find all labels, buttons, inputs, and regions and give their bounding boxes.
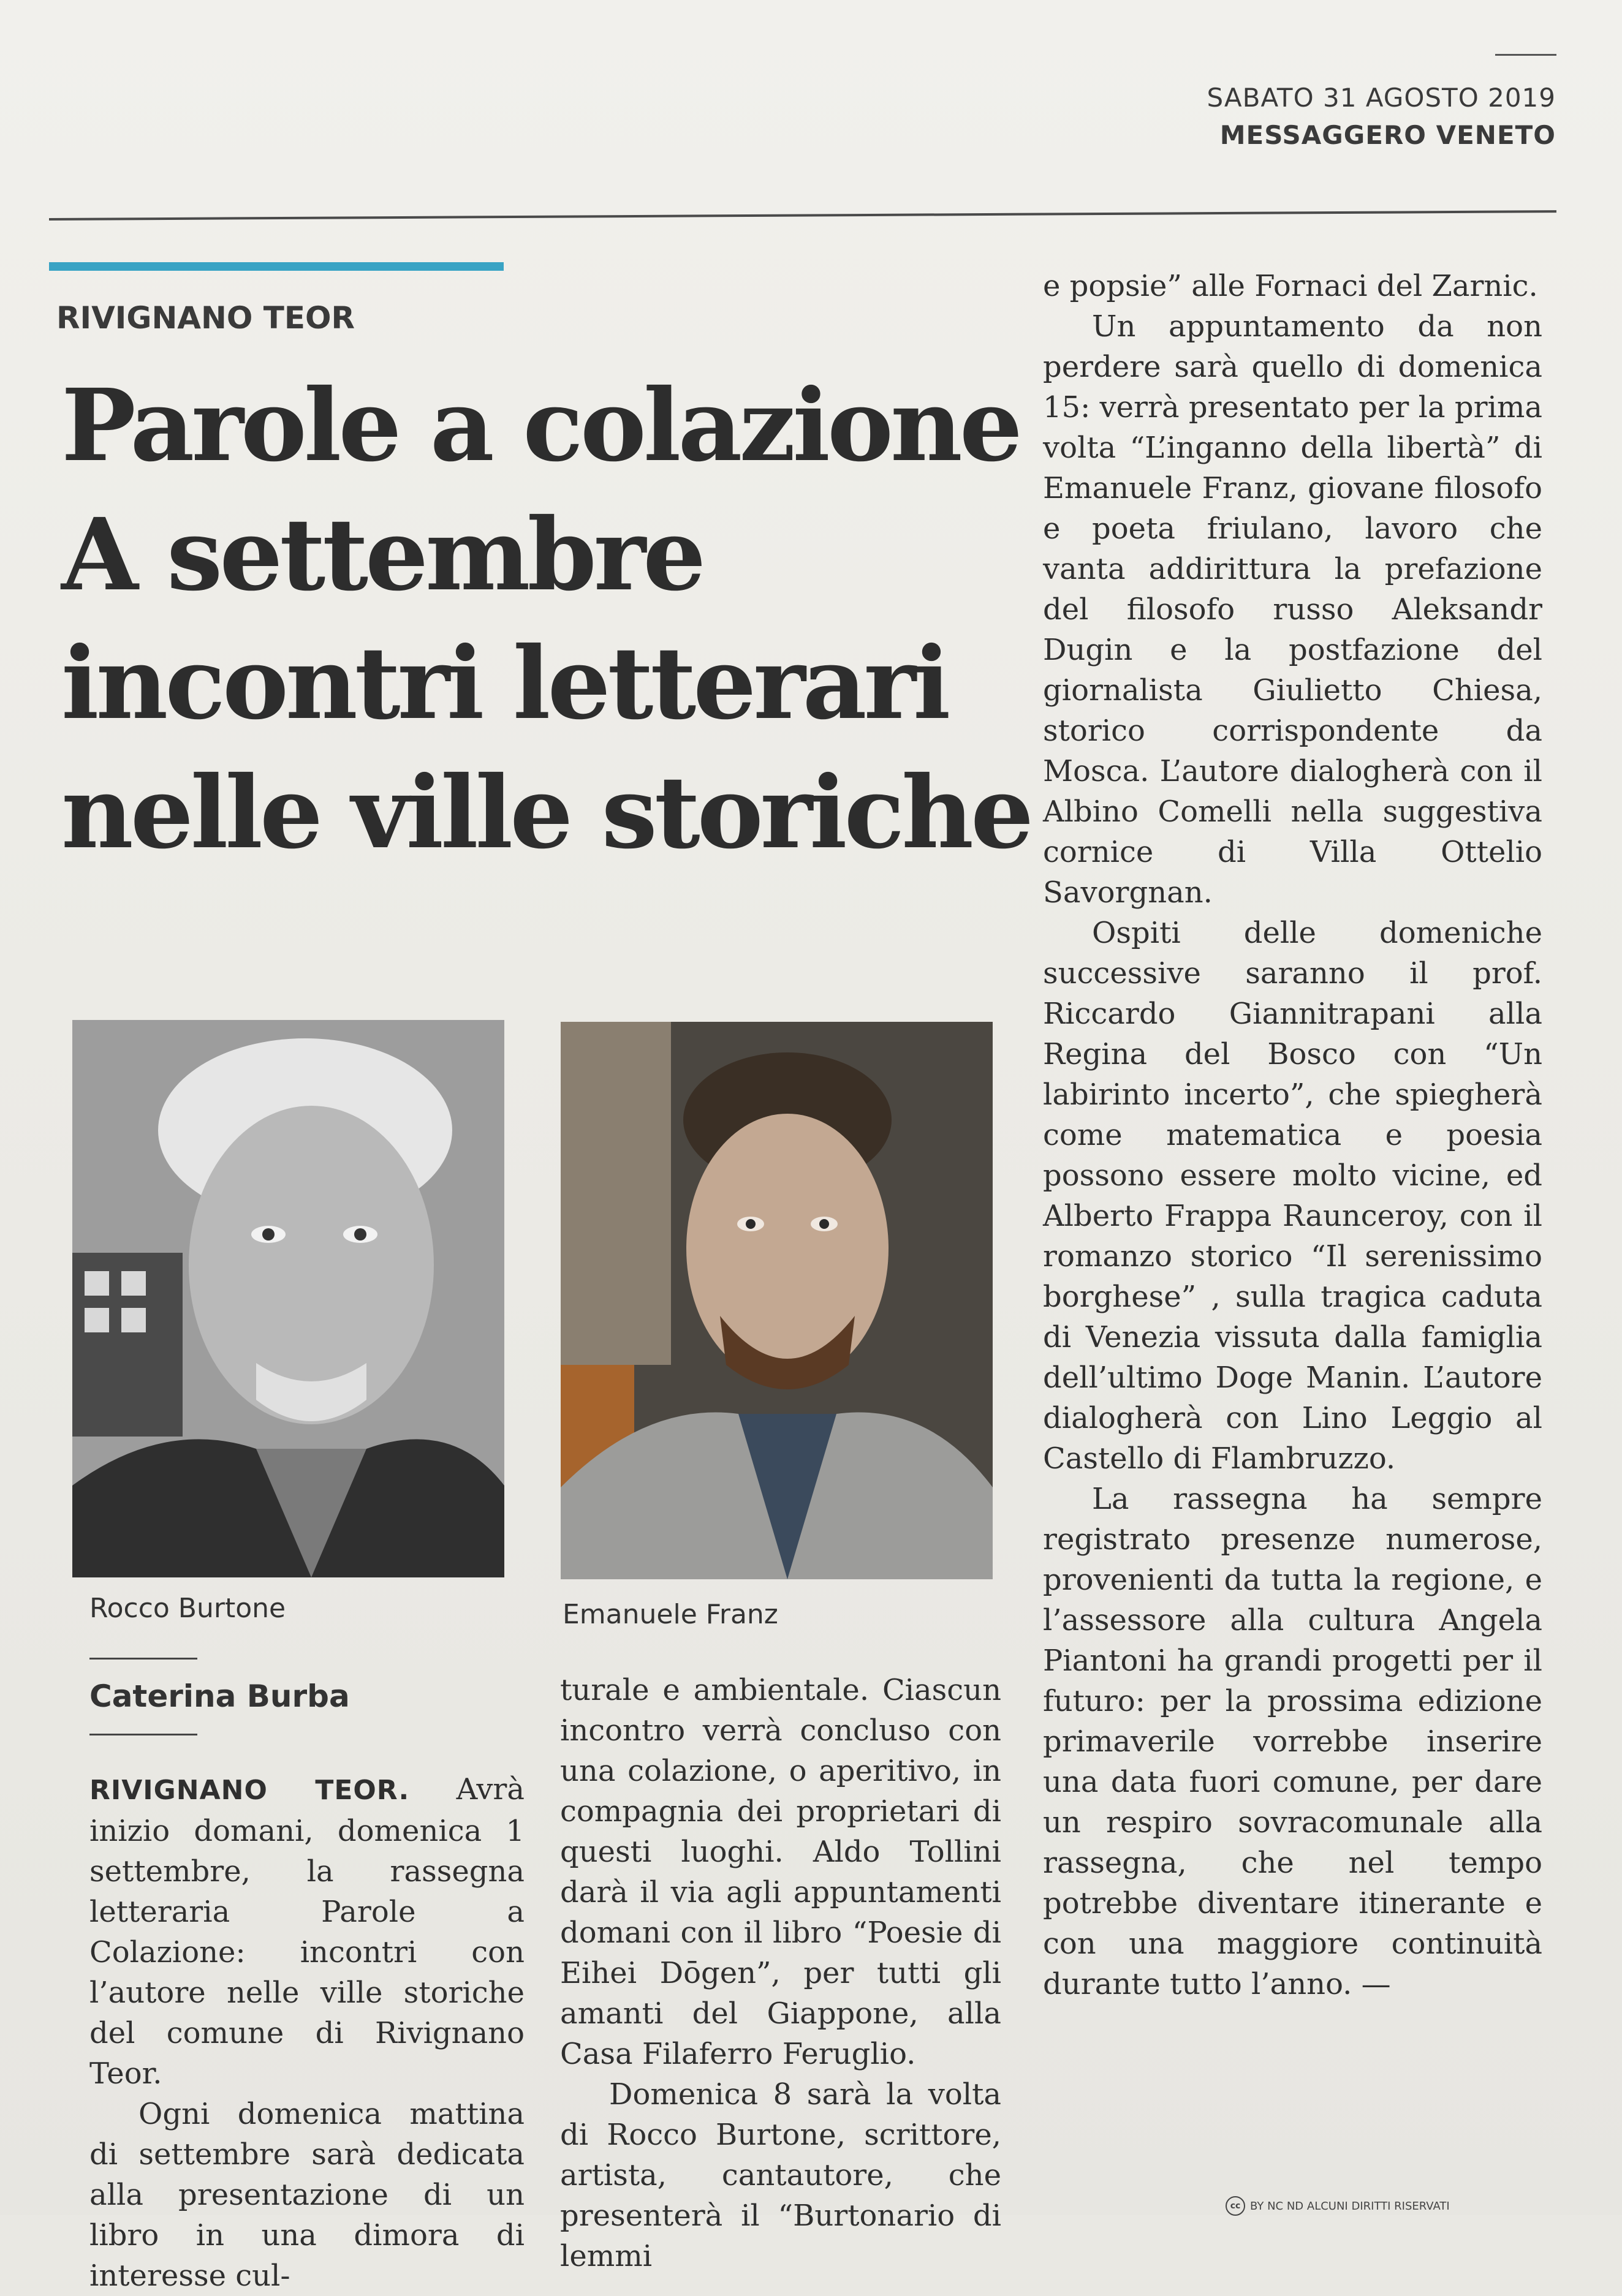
paragraph: Ogni domenica mattina di settembre sarà dedicata alla presentazione di un libro in una dimora di interesse cul- bbox=[89, 2097, 525, 2293]
paragraph: Ospiti delle domeniche successive saranno il prof. Riccardo Giannitrapani alla Regina del Bosco con “Un labirinto incerto”, che spiegherà come matematica e poesia possono essere molto vicine, ed Alberto Frappa Raunceroy, con il romanzo storico “Il serenissimo borghese” , sulla tragica caduta di Venezia vissuta dalla famiglia dell’ultimo Doge Manin. L’autore dialogherà con Lino Leggio al Castello di Flambruzzo. bbox=[1043, 916, 1542, 1476]
creative-commons-icon: cc bbox=[1226, 2196, 1245, 2216]
paragraph: Domenica 8 sarà la volta di Rocco Burtone, scrittore, artista, cantautore, che presenterà il “Burtonario di lemmi bbox=[560, 2077, 1001, 2273]
article-column-1 bbox=[89, 1769, 525, 2296]
photo-emanuele-franz bbox=[561, 1022, 993, 1579]
paragraph bbox=[89, 1769, 525, 2094]
portrait-illustration bbox=[72, 1020, 504, 1577]
author-byline: Caterina Burba bbox=[89, 1679, 350, 1714]
caption-rule bbox=[89, 1658, 197, 1660]
headline-line: nelle ville storiche bbox=[61, 754, 1031, 871]
section-kicker: RIVIGNANO TEOR bbox=[56, 300, 355, 336]
paragraph: turale e ambientale. Ciascun incontro verrà concluso con una colazione, o aperitivo, in compagnia dei proprietari di questi luoghi. Aldo Tollini darà il via agli appuntamenti domani con il libro “Poesie di Eihei Dōgen”, per tutti gli amanti del Giappone, alla Casa Filaferro Feruglio. bbox=[560, 1673, 1001, 2071]
paragraph: Un appuntamento da non perdere sarà quello di domenica 15: verrà presentato per la prima volta “L’inganno della libertà” di Emanuele Franz, giovane filosofo e poeta friulano, lavoro che vanta addirittura la prefazione del filosofo russo Aleksandr Dugin e la postfazione del giornalista Giulietto Chiesa, storico corrispondente da Mosca. L’autore dialogherà con il Albino Comelli nella suggestiva cornice di Villa Ottelio Savorgnan. bbox=[1043, 309, 1542, 910]
headline bbox=[61, 361, 1031, 877]
article-column-2 bbox=[560, 1670, 1001, 2276]
byline-rule bbox=[89, 1734, 197, 1735]
article-column-3 bbox=[1043, 266, 1542, 2004]
top-rule bbox=[1495, 54, 1556, 56]
headline-line: incontri letterari bbox=[61, 625, 948, 742]
header-divider bbox=[49, 210, 1556, 221]
dateline-lede: RIVIGNANO TEOR. bbox=[89, 1775, 410, 1806]
issue-date: SABATO 31 AGOSTO 2019 bbox=[1207, 83, 1556, 113]
paragraph: e popsie” alle Fornaci del Zarnic. bbox=[1043, 269, 1538, 303]
photo-caption-emanuele: Emanuele Franz bbox=[563, 1599, 778, 1630]
dateline bbox=[1207, 83, 1556, 150]
photo-rocco-burtone bbox=[72, 1020, 504, 1577]
license-notice bbox=[1226, 2196, 1450, 2216]
paragraph-text: Avrà inizio domani, domenica 1 settembre, la rassegna letteraria Parole a Colazione: incontri con l’autore nelle ville storiche del comune di Rivignano Teor. bbox=[89, 1772, 525, 2091]
license-text: BY NC ND ALCUNI DIRITTI RISERVATI bbox=[1250, 2199, 1450, 2213]
portrait-illustration bbox=[561, 1022, 993, 1579]
section-accent-bar bbox=[49, 262, 504, 271]
newspaper-name: MESSAGGERO VENETO bbox=[1219, 120, 1556, 150]
paragraph: La rassegna ha sempre registrato presenze numerose, provenienti da tutta la regione, e l’assessore alla cultura Angela Piantoni ha grandi progetti per il futuro: per la prossima edizione primaverile vorrebbe inserire una data fuori comune, per dare un respiro sovracomunale alla rassegna, che nel tempo potrebbe diventare itinerante e con una maggiore continuità durante tutto l’anno. — bbox=[1043, 1482, 1542, 2001]
headline-line: A settembre bbox=[61, 496, 703, 613]
headline-line: Parole a colazione bbox=[61, 368, 1020, 484]
photo-caption-rocco: Rocco Burtone bbox=[89, 1593, 286, 1624]
